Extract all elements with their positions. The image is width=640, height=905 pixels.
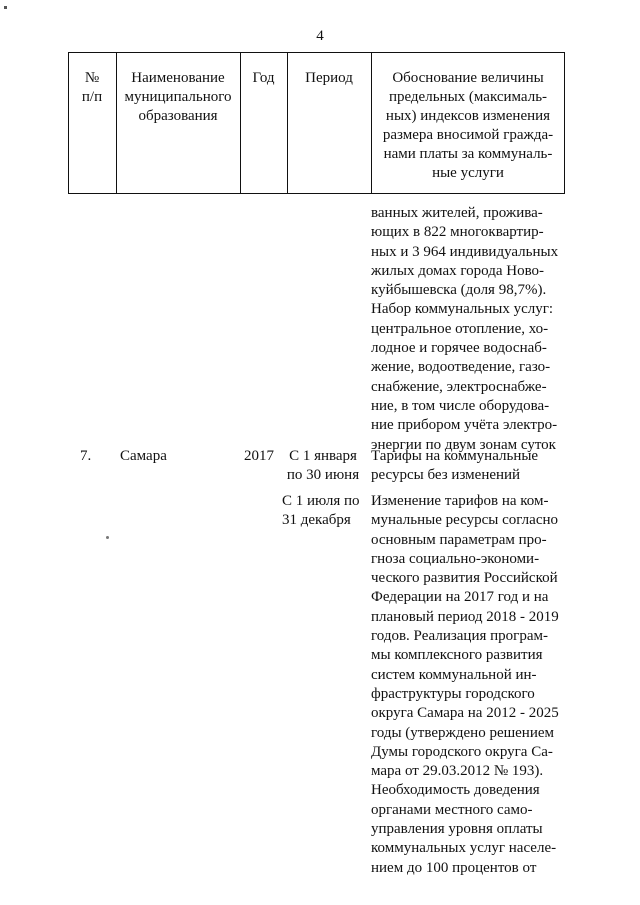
continuation-justification-text: ванных жителей, прожива- ющих в 822 многоквартир- ных и 3 964 индивидуальных жилых домах города Ново- куйбышевска (доля 98,7%). Набор коммунальных услуг: центральное отопление, хо- лодное и горячее водоснаб- жение, водоотведение, газо- снабжение, электроснабже- ние, в том числе оборудова- ние прибором учёта электро- энергии по двум зонам суток (371, 205, 559, 453)
table-header (68, 52, 565, 194)
justification-first-half: Тарифы на коммунальные ресурсы без изменений (371, 448, 539, 484)
header-year-column: Год (252, 70, 275, 86)
header-municipality-column: Наименование муниципального образования (124, 70, 232, 124)
scan-artifact (4, 6, 7, 9)
period-first-half: С 1 января по 30 июня (286, 448, 360, 484)
header-period-column: Период (305, 70, 353, 86)
period-second-half: С 1 июля по 31 декабря (282, 493, 360, 529)
municipality-name: Самара (120, 448, 167, 464)
justification-second-half: Изменение тарифов на ком- мунальные ресурсы согласно основным параметрам про- гноза социально-экономи- ческого развития Российской Федерации на 2017 год и на плановый период 2018 - 2019 годов. Реализация програм- мы комплексного развития систем коммунальной ин- фраструктуры городского округа Самара на 2012 - 2025 годы (утверждено решением Думы городского округа Са- мара от 29.03.2012 № 193). Необходимость доведения органами местного само- управления уровня оплаты коммунальных услуг населе- нием до 100 процентов от (371, 493, 559, 876)
row-year: 2017 (244, 448, 274, 464)
row-number: 7. (80, 448, 92, 464)
scan-artifact-dot (106, 536, 109, 539)
page-number: 4 (316, 28, 324, 44)
header-number-column: № п/п (81, 70, 103, 105)
header-justification-column: Обоснование величины предельных (максималь- ных) индексов изменения размера вносимой гражда- нами платы за коммуналь- ные услуги (382, 70, 554, 181)
